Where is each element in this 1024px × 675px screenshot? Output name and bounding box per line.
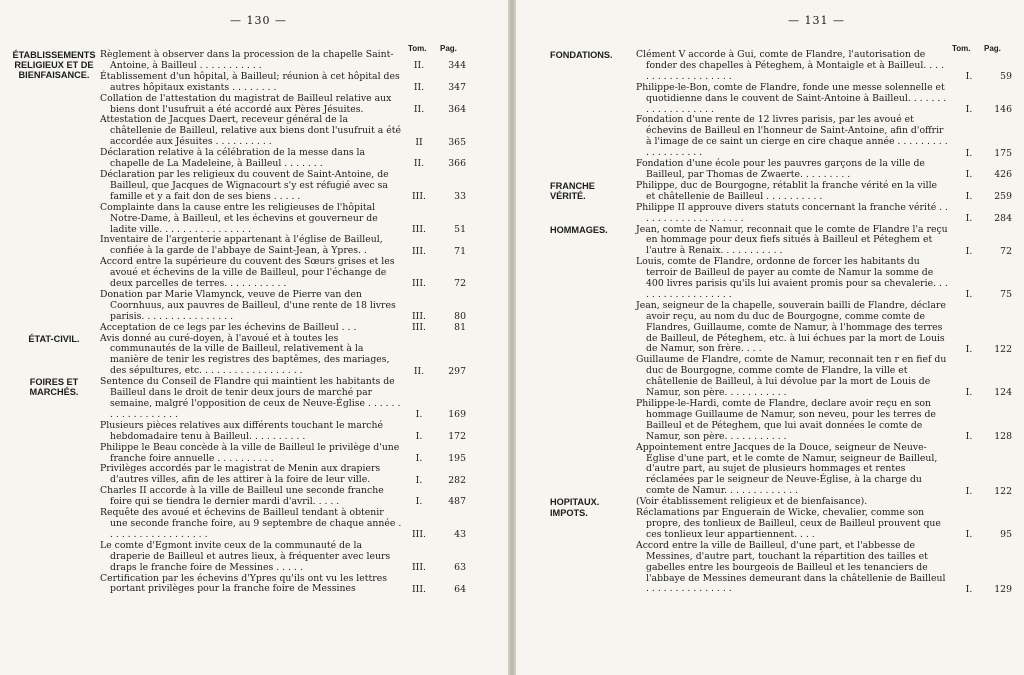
entry-page: 175	[994, 147, 1012, 159]
index-entry	[100, 485, 466, 508]
column-header-pag: Pag.	[984, 44, 1001, 53]
entry-page: 122	[994, 343, 1012, 355]
index-entry	[100, 147, 466, 170]
entry-page: 122	[994, 485, 1012, 497]
index-entry	[636, 223, 1012, 258]
entry-volume: III.	[412, 311, 426, 323]
entry-volume: I.	[965, 71, 973, 83]
entry-text: Complainte dans la cause entre les religieuses de l'hôpital Notre-Dame, à Bailleul, et les échevins et gouverneur de ladite ville. . . . . . . . . . . . . . . .	[100, 201, 378, 235]
entry-volume: I.	[965, 431, 973, 443]
entry-page: 95	[1000, 529, 1012, 541]
entry-volume: I.	[415, 496, 423, 508]
entry-text: Collation de l'attestation du magistrat de Bailleul relative aux biens dont l'usufruit a été accordé aux Pères Jésuites.	[100, 92, 392, 115]
entry-page: 297	[448, 365, 466, 377]
index-entry	[100, 201, 466, 236]
index-entry	[636, 114, 1012, 159]
section-title: FOIRES ET MARCHÉS.	[29, 377, 79, 398]
index-section	[0, 334, 508, 378]
section-title: FONDATIONS.	[550, 50, 613, 60]
entry-page: 365	[448, 136, 466, 148]
entry-page: 128	[994, 431, 1012, 443]
entry-volume: III.	[412, 561, 426, 573]
entry-volume: I.	[965, 245, 973, 257]
section-title: HOPITAUX.	[550, 497, 600, 508]
entry-volume: I.	[965, 289, 973, 301]
entry-text: Déclaration par les religieux du couvent de Saint-Antoine, de Bailleul, que Jacques de Wignacourt s'y est réfugié avec sa famille et y a fait don de ses biens . . . . .	[100, 168, 389, 202]
entry-volume: I.	[965, 147, 973, 159]
entry-text: Déclaration relative à la célébration de la messe dans la chapelle de La Madeleine, à Bailleul . . . . . . .	[100, 147, 366, 170]
index-entry	[100, 332, 466, 378]
entry-page: 146	[994, 103, 1012, 115]
entry-page: 172	[448, 430, 466, 442]
entry-volume: I.	[965, 343, 973, 355]
entry-text: Charles II accorde à la ville de Bailleul une seconde franche foire qui se tiendra le dernier mardi d'avril. . . . .	[100, 485, 384, 508]
entry-text: Philippe-le-Hardi, comte de Flandre, declare avoir reçu en son hommage Guillaume de Namur, son neveu, pour les terres de Bailleul et de Péteghem, que lui avait données le comte de Namur, son père. . . . . . . . . . .	[636, 398, 936, 442]
column-header-tom: Tom.	[952, 44, 971, 53]
entry-volume: III.	[412, 191, 426, 203]
index-entry	[100, 70, 466, 94]
entry-volume: II.	[413, 81, 425, 93]
index-entry	[636, 539, 1012, 596]
section-title: ÉTAT-CIVIL.	[28, 333, 80, 344]
entry-text: Inventaire de l'argenterie appartenant à l'église de Bailleul, confiée à la garde de l'abbaye de Saint-Jean, à Ypres. .	[100, 234, 383, 257]
index-section	[516, 225, 1024, 498]
entry-volume: II.	[413, 103, 425, 115]
index-section	[516, 181, 1024, 225]
entry-page: 64	[454, 583, 466, 595]
entry-text: Fondation d'une école pour les pauvres garçons de la ville de Bailleul, par Thomas de Zwaerte. . . . . . . . .	[636, 158, 925, 180]
index-entry	[636, 201, 1012, 225]
index-entry	[100, 419, 466, 443]
entry-text: Établissement d'un hôpital, à Bailleul; réunion à cet hôpital des autres hôpitaux existants . . . . . . . .	[100, 70, 400, 93]
entry-page: 72	[1000, 245, 1012, 257]
entry-text: Sentence du Conseil de Flandre qui maintient les habitants de Bailleul dans le droit de tenir deux jours de marché par semaine, malgré l'opposition de ceux de Neuve-Église . . . . . . . . . . . . . . . . . .	[100, 376, 401, 420]
section-title: ÉTABLISSEMENTS RELIGIEUX ET DE BIENFAISANCE.	[12, 50, 96, 80]
entry-text: Guillaume de Flandre, comte de Namur, reconnait ten r en fief du duc de Bourgogne, comme comte de Flandre, la ville et châtellenie de Bailleul, à lui dévolue par la mort de Louis de Namur, son père. . . . . . . . . . .	[636, 354, 947, 399]
index-entry	[100, 234, 466, 257]
entry-text: Avis donné au curé-doyen, à l'avoué et à toutes les communautés de la ville de Bailleul, relativement à la manière de tenir les registres des baptêmes, des mariages, des sépultures, etc. . . . . . . . . . . . . . . . . .	[100, 332, 390, 377]
entry-volume: III.	[412, 583, 426, 595]
column-header-tom: Tom.	[408, 44, 427, 53]
entry-text: Requête des avoué et échevins de Bailleul tendant à obtenir une seconde franche foire, au 9 septembre de chaque année . . . . . . . . . . . . . . . . . .	[100, 507, 402, 540]
index-section	[0, 377, 508, 595]
index-entry	[636, 398, 1012, 443]
entry-text: Accord entre la ville de Bailleul, d'une part, et l'abbesse de Messines, d'autre part, touchant la répartition des tailles et gabelles entre les bourgeois de Bailleul et les tenanciers de l'abbaye de Messines demeurant dans la châtellenie de Bailleul . . . . . . . . . . . . . . .	[636, 539, 946, 595]
entry-text: Louis, comte de Flandre, ordonne de forcer les habitants du terroir de Bailleul de payer au comte de Namur la somme de 400 livres parisis qu'ils lui avaient promis pour sa chevalerie. . . . . . . . . . . . . . . . . .	[636, 256, 948, 300]
book-gutter	[508, 0, 516, 675]
entry-volume: I.	[965, 169, 973, 181]
entry-text: Jean, comte de Namur, reconnait que le comte de Flandre l'a reçu en hommage pour deux fiefs situés à Bailleul et Péteghem et l'autre à Renaix. . . . . . . . . . .	[636, 223, 948, 257]
entry-page: 71	[454, 245, 466, 257]
index-entry	[636, 299, 1012, 356]
entry-text: (Voir établissement religieux et de bienfaisance).	[636, 496, 868, 508]
entry-page: 344	[448, 60, 466, 72]
index-entry	[100, 92, 466, 116]
entry-text: Attestation de Jacques Daert, receveur général de la châtellenie de Bailleul, relative aux biens dont l'usufruit a été accordée aux Jésuites . . . . . . . . . .	[100, 114, 401, 148]
entry-page: 347	[448, 81, 466, 93]
index-entry	[100, 256, 466, 290]
index-entry	[636, 507, 1012, 541]
entry-volume: III.	[412, 278, 426, 290]
index-entry	[100, 168, 466, 203]
index-entry	[100, 463, 466, 486]
entry-volume: II.	[413, 60, 425, 72]
entry-page: 169	[448, 409, 466, 421]
entry-volume: I.	[965, 485, 973, 497]
index-section	[516, 50, 1024, 181]
index-list	[0, 50, 508, 595]
entry-volume: I.	[415, 409, 423, 421]
index-entry	[636, 256, 1012, 301]
entry-page: 284	[994, 212, 1012, 224]
index-entry	[636, 81, 1012, 116]
entry-page: 33	[454, 191, 466, 203]
entry-volume: I.	[965, 190, 973, 202]
entry-text: Appointement entre Jacques de la Douce, seigneur de Neuve-Église d'une part, et le comte de Namur, seigneur de Bailleul, d'autre part, au sujet de plusieurs hommages et rentes réclamées par le seigneur de Neuve-Église, à la charge du comte de Namur. . . . . . . . . . . . .	[636, 441, 938, 497]
entry-text: Philippe II approuve divers statuts concernant la franche vérité . . . . . . . . . . . . . . . . . . .	[636, 201, 949, 224]
entry-volume: I.	[415, 452, 423, 464]
entry-volume: I.	[965, 103, 973, 115]
entry-volume: I.	[415, 430, 423, 442]
entry-volume: III.	[412, 223, 426, 235]
entry-text: Certification par les échevins d'Ypres qu'ils ont vu les lettres portant privilèges pour la franche foire de Messines	[100, 572, 387, 595]
entry-text: Privilèges accordés par le magistrat de Menin aux drapiers d'autres villes, afin de les attirer à la foire de leur ville.	[100, 463, 381, 486]
entry-page: 75	[1000, 289, 1012, 301]
right-page	[516, 0, 1024, 675]
entry-page: 81	[454, 321, 466, 333]
entry-page: 195	[448, 452, 466, 464]
entry-volume: III.	[412, 245, 426, 257]
entry-text: Donation par Marie Vlamynck, veuve de Pierre van den Coornhuus, aux pauvres de Bailleul, d'une rente de 18 livres parisis. . . . . . . . . . . . . . . .	[100, 288, 396, 322]
index-entry	[100, 49, 466, 72]
index-entry	[100, 321, 466, 334]
entry-volume: I.	[965, 583, 973, 595]
index-entry	[636, 179, 1012, 203]
entry-text: Clément V accorde à Gui, comte de Flandre, l'autorisation de fonder des chapelles à Péteghem, à Montaigle et à Bailleul. . . . . . . . . . . . . . . . . . .	[636, 49, 945, 82]
entry-volume: I.	[965, 387, 973, 399]
index-list	[516, 50, 1024, 595]
index-entry	[100, 114, 466, 148]
entry-page: 124	[994, 387, 1012, 399]
left-page	[0, 0, 508, 675]
entry-text: Le comte d'Egmont invite ceux de la communauté de la draperie de Bailleul et autres lieux, à fréquenter avec leurs draps le franche foire de Messines . . . . .	[100, 539, 391, 573]
entry-text: Jean, seigneur de la chapelle, souverain bailli de Flandre, déclare avoir reçu, au nom du duc de Bourgogne, comme comte de Flandres, Guillaume, comte de Namur, à l'hommage des terres de Bailleul, de Péteghem, etc. à lui échues par la mort de Louis de Namur, son frère. . . .	[636, 299, 946, 355]
index-entry	[636, 158, 1012, 181]
entry-volume: III.	[412, 321, 426, 333]
entry-volume: II.	[413, 365, 425, 377]
index-entry	[636, 441, 1012, 498]
entry-text: Plusieurs pièces relatives aux différents touchant le marché hebdomadaire tenu à Bailleul. . . . . . . . . .	[100, 419, 383, 442]
index-entry	[100, 507, 466, 541]
index-entry	[636, 49, 1012, 83]
index-entry	[100, 288, 466, 323]
index-entry	[100, 376, 466, 421]
entry-page: 43	[454, 529, 466, 541]
entry-page: 80	[454, 311, 466, 323]
entry-page: 282	[448, 474, 466, 486]
index-entry	[100, 572, 466, 596]
entry-volume: II.	[413, 158, 425, 170]
entry-text: Acceptation de ce legs par les échevins de Bailleul . . .	[100, 321, 357, 333]
entry-page: 426	[994, 169, 1012, 181]
entry-text: Accord entre la supérieure du couvent des Sœurs grises et les avoué et échevins de la ville de Bailleul, pour l'échange de deux parcelles de terres. . . . . . . . . . .	[100, 256, 395, 290]
index-section	[0, 50, 508, 334]
section-title: HOMMAGES.	[550, 224, 608, 235]
entry-page: 364	[448, 103, 466, 115]
index-entry	[100, 441, 466, 465]
entry-text: Philippe le Beau concède à la ville de Bailleul le privilège d'une franche foire annuelle . . . . . . . . . .	[100, 441, 400, 464]
index-section	[516, 508, 1024, 595]
entry-page: 51	[454, 223, 466, 235]
entry-volume: I.	[415, 474, 423, 486]
section-title: IMPOTS.	[550, 508, 588, 519]
page-number: — 130 —	[230, 14, 287, 27]
entry-text: Philippe-le-Bon, comte de Flandre, fonde une messe solennelle et quotidienne dans le couvent de Saint-Antoine à Bailleul. . . . . . . . . . . . . . . . . . .	[636, 81, 947, 115]
entry-text: Règlement à observer dans la procession de la chapelle Saint-Antoine, à Bailleul . . . . . . . . . . .	[100, 49, 394, 71]
entry-page: 259	[994, 190, 1012, 202]
entry-volume: I.	[965, 529, 973, 541]
entry-volume: III.	[412, 529, 426, 541]
entry-page: 487	[448, 496, 466, 508]
entry-page: 129	[994, 583, 1012, 595]
entry-volume: II	[415, 136, 423, 148]
entry-page: 59	[1000, 71, 1012, 83]
entry-text: Philippe, duc de Bourgogne, rétablit la franche vérité en la ville et châtellenie de Bailleul . . . . . . . . . .	[636, 179, 938, 202]
entry-page: 63	[454, 561, 466, 573]
entry-text: Fondation d'une rente de 12 livres parisis, par les avoué et échevins de Bailleul en l'honneur de Saint-Antoine, afin d'offrir à l'image de ce saint un cierge en cire chaque année . . . . . . . . . . . . . . . . . . .	[636, 114, 948, 159]
entry-text: Réclamations par Enguerain de Wicke, chevalier, comme son propre, des tonlieux de Bailleul, ceux de Bailleul prouvent que ces tonlieux leur appartiennent. . . .	[636, 507, 941, 540]
entry-page: 72	[454, 278, 466, 290]
entry-page: 366	[448, 158, 466, 170]
entry-volume: I.	[965, 212, 973, 224]
page-number: — 131 —	[788, 14, 845, 27]
index-entry	[100, 539, 466, 574]
column-header-pag: Pag.	[440, 44, 457, 53]
index-entry	[636, 354, 1012, 399]
section-title: FRANCHE VÉRITÉ.	[550, 180, 595, 201]
